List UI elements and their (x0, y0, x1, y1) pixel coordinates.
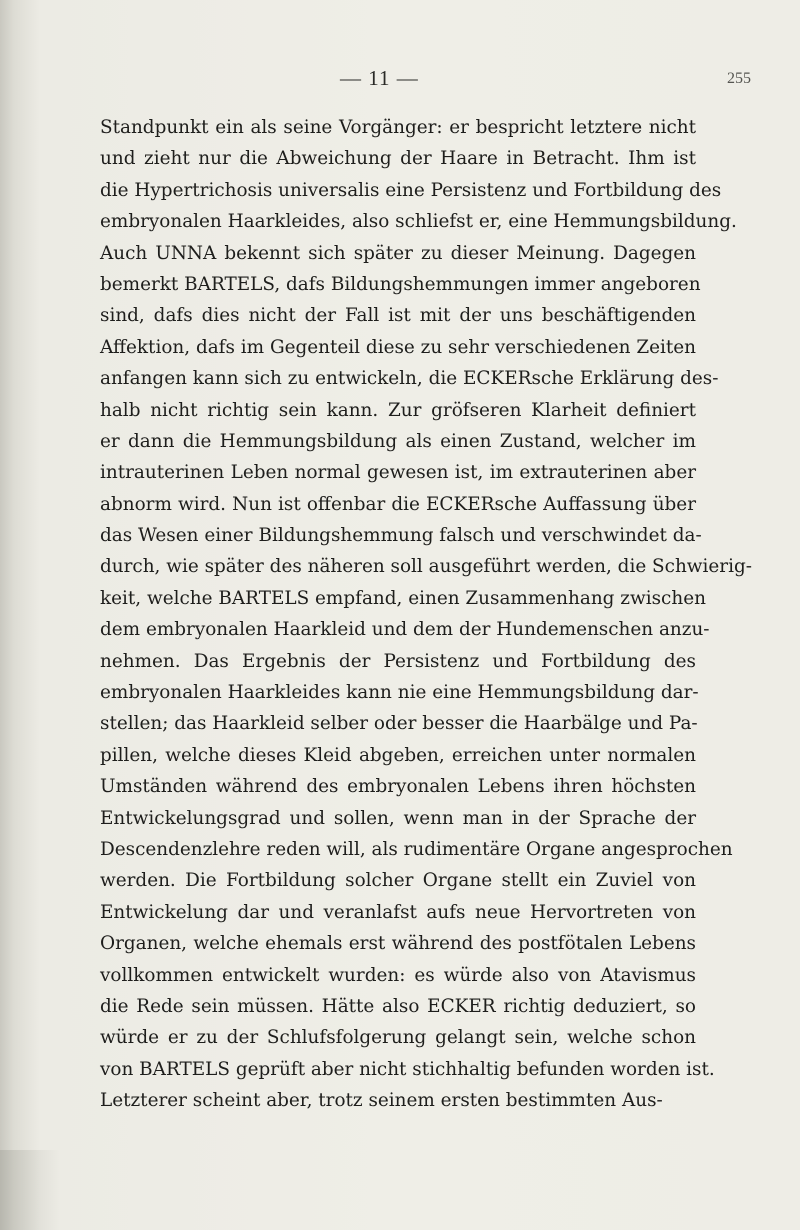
page-header (0, 66, 800, 96)
text-line: keit, welche BARTELS empfand, einen Zusammenhang zwischen (100, 587, 706, 609)
text-line: sind, dafs dies nicht der Fall ist mit der uns beschäftigenden (100, 305, 696, 327)
text-line: abnorm wird. Nun ist offenbar die ECKERsche Auffassung über (100, 493, 696, 515)
text-line: Entwickelungsgrad und sollen, wenn man in der Sprache der (100, 807, 696, 829)
text-line: er dann die Hemmungsbildung als einen Zustand, welcher im (100, 430, 696, 452)
text-line: Standpunkt ein als seine Vorgänger: er bespricht letztere nicht (100, 117, 696, 138)
text-line: die Hypertrichosis universalis eine Persistenz und Fortbildung des (100, 179, 722, 201)
text-line: das Wesen einer Bildungshemmung falsch und verschwindet da- (100, 525, 702, 547)
running-head: — 11 — (340, 66, 419, 90)
text-line: Auch UNNA bekennt sich später zu dieser Meinung. Dagegen (100, 242, 696, 264)
text-line: von BARTELS geprüft aber nicht stichhaltig befunden worden ist. (100, 1058, 715, 1080)
page-number: 255 (727, 70, 751, 87)
text-line: Affektion, dafs im Gegenteil diese zu sehr verschiedenen Zeiten (100, 336, 696, 358)
text-line: stellen; das Haarkleid selber oder besser die Haarbälge und Pa- (100, 713, 698, 735)
text-line: durch, wie später des näheren soll ausgeführt werden, die Schwierig- (100, 556, 752, 578)
text-line: Entwickelung dar und veranlafst aufs neue Hervortreten von (100, 901, 696, 923)
text-line: embryonalen Haarkleides, also schliefst er, eine Hemmungsbildung. (100, 211, 737, 233)
text-line: anfangen kann sich zu entwickeln, die ECKERsche Erklärung des- (100, 368, 719, 390)
text-line: Umständen während des embryonalen Lebens ihren höchsten (100, 776, 696, 798)
text-line: Letzterer scheint aber, trotz seinem ersten bestimmten Aus- (100, 1090, 663, 1112)
text-line: Descendenzlehre reden will, als rudimentäre Organe angesprochen (100, 838, 733, 860)
text-line: die Rede sein müssen. Hätte also ECKER richtig deduziert, so (100, 995, 696, 1017)
text-line: embryonalen Haarkleides kann nie eine Hemmungsbildung dar- (100, 682, 699, 704)
text-line: dem embryonalen Haarkleid und dem der Hundemenschen anzu- (100, 619, 710, 641)
text-line: bemerkt BARTELS, dafs Bildungshemmungen immer angeboren (100, 273, 701, 295)
text-line: Organen, welche ehemals erst während des postfötalen Lebens (100, 933, 696, 955)
text-line: intrauterinen Leben normal gewesen ist, im extrauterinen aber (100, 462, 696, 484)
text-line: nehmen. Das Ergebnis der Persistenz und Fortbildung des (100, 650, 696, 672)
body-text (100, 112, 780, 1117)
text-line: und zieht nur die Abweichung der Haare in Betracht. Ihm ist (100, 148, 696, 170)
text-line: würde er zu der Schlufsfolgerung gelangt sein, welche schon (100, 1027, 696, 1049)
text-line: werden. Die Fortbildung solcher Organe stellt ein Zuviel von (100, 870, 696, 892)
text-line: halb nicht richtig sein kann. Zur gröfseren Klarheit definiert (100, 399, 696, 421)
text-line: vollkommen entwickelt wurden: es würde also von Atavismus (100, 964, 696, 986)
text-line: pillen, welche dieses Kleid abgeben, erreichen unter normalen (100, 744, 696, 766)
